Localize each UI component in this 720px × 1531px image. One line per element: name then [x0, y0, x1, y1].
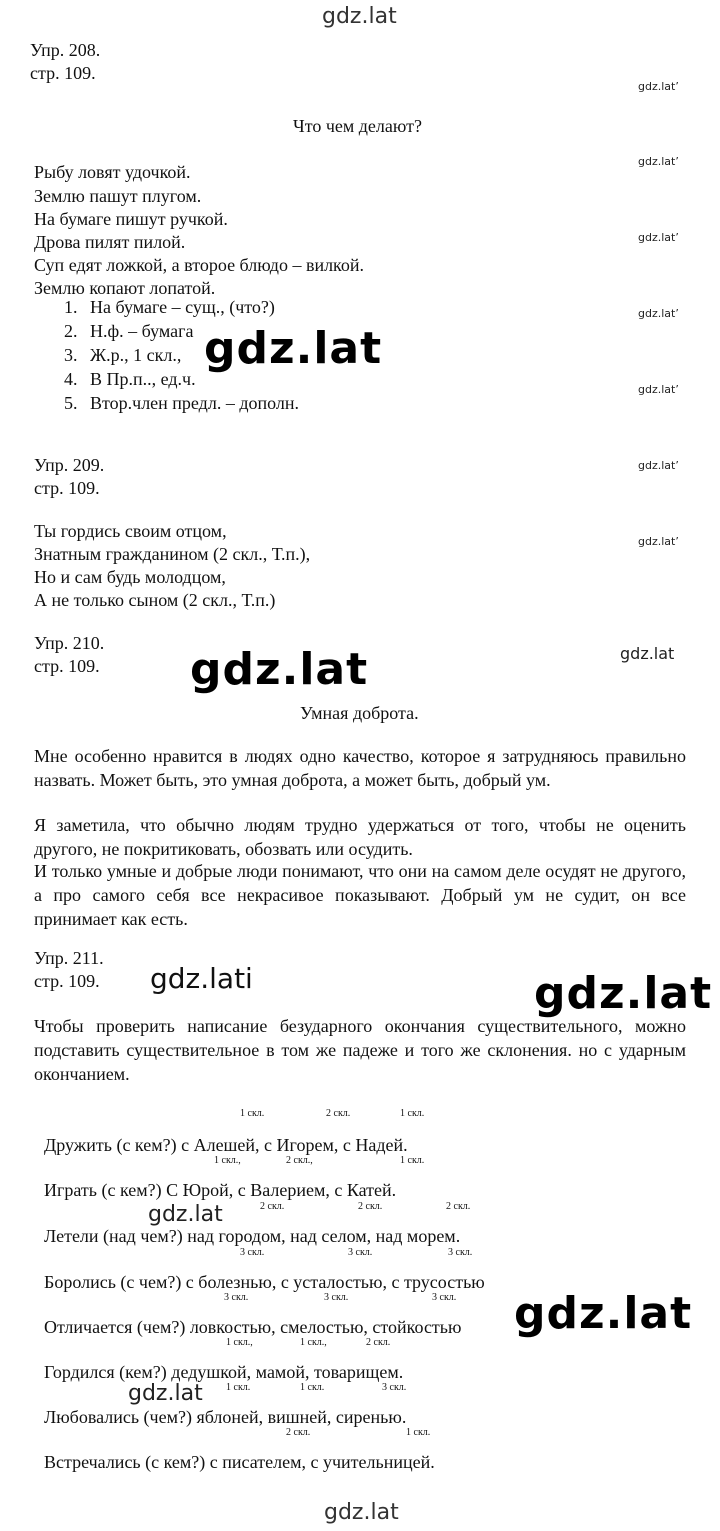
- watermark-small: gdz.lat’: [638, 383, 679, 396]
- case-mark: 1 скл.: [240, 1108, 265, 1119]
- case-mark: 1 скл.,: [226, 1337, 253, 1348]
- ex208-line: Суп едят ложкой, а второе блюдо – вилкой.: [34, 255, 365, 275]
- watermark-medium: gdz.lat: [128, 1381, 203, 1406]
- watermark-small: gdz.lat’: [638, 459, 679, 472]
- watermark-small: gdz.lat’: [638, 155, 679, 168]
- watermark-medium: gdz.lat: [148, 1202, 223, 1227]
- analysis-item: 2. Н.ф. – бумага: [64, 321, 194, 341]
- analysis-item: 5. Втор.член предл. – дополн.: [64, 393, 299, 413]
- ex209-line: А не только сыном (2 скл., Т.п.): [34, 590, 276, 610]
- case-mark: 1 скл.: [400, 1108, 425, 1119]
- ex208-line: Землю копают лопатой.: [34, 278, 216, 298]
- exercise-208-page: стр. 109.: [30, 63, 96, 83]
- case-mark: 1 скл.: [300, 1382, 325, 1393]
- analysis-item: 3. Ж.р., 1 скл.,: [64, 345, 182, 365]
- ex208-line: На бумаге пишут ручкой.: [34, 209, 228, 229]
- ex211-sentence: Любовались (чем?) яблоней, вишней, сиренью.: [44, 1407, 407, 1427]
- case-mark: 3 скл.: [382, 1382, 407, 1393]
- watermark-mid: gdz.lat: [620, 644, 675, 663]
- watermark-top: gdz.lat: [322, 4, 397, 29]
- case-mark: 3 скл.: [324, 1292, 349, 1303]
- exercise-210-heading: Умная доброта.: [300, 703, 419, 723]
- watermark-big: gdz.lat: [534, 968, 713, 1019]
- ex208-line: Рыбу ловят удочкой.: [34, 162, 191, 182]
- ex211-intro: Чтобы проверить написание безударного окончания существительного, можно подставить существительное в том же падеже и того же склонения. но с ударным окончанием.: [34, 1016, 686, 1084]
- case-mark: 1 скл.,: [214, 1155, 241, 1166]
- case-mark: 2 скл.,: [286, 1155, 313, 1166]
- watermark-big: gdz.lat: [190, 644, 369, 695]
- watermark-small: gdz.lat’: [638, 80, 679, 93]
- exercise-211-page: стр. 109.: [34, 971, 100, 991]
- case-mark: 3 скл.: [348, 1247, 373, 1258]
- exercise-209-page: стр. 109.: [34, 478, 100, 498]
- ex211-sentence: Отличается (чем?) ловкостью, смелостью, стойкостью: [44, 1317, 462, 1337]
- ex211-sentence: Боролись (с чем?) с болезнью, с усталостью, с трусостью: [44, 1272, 485, 1292]
- case-mark: 2 скл.: [286, 1427, 311, 1438]
- ex210-paragraph: Я заметила, что обычно людям трудно удержаться от того, чтобы не оценить другого, не покритиковать, обозвать или осудить.: [34, 815, 686, 859]
- watermark-medium: gdz.lati: [150, 962, 253, 995]
- ex211-sentence: Встречались (с кем?) с писателем, с учительницей.: [44, 1452, 435, 1472]
- exercise-209-title: Упр. 209.: [34, 455, 105, 475]
- analysis-item: 1. На бумаге – сущ., (что?): [64, 297, 275, 317]
- ex209-line: Ты гордись своим отцом,: [34, 521, 227, 541]
- exercise-208-heading: Что чем делают?: [293, 116, 422, 136]
- watermark-small: gdz.lat’: [638, 535, 679, 548]
- ex208-line: Землю пашут плугом.: [34, 186, 202, 206]
- ex210-paragraph: Мне особенно нравится в людях одно качество, которое я затрудняюсь правильно назвать. Может быть, это умная доброта, а может быть, добрый ум.: [34, 746, 686, 790]
- case-mark: 3 скл.: [240, 1247, 265, 1258]
- ex208-line: Дрова пилят пилой.: [34, 232, 186, 252]
- case-mark: 2 скл.: [260, 1201, 285, 1212]
- case-mark: 1 скл.: [406, 1427, 431, 1438]
- case-mark: 1 скл.: [400, 1155, 425, 1166]
- ex210-paragraph: И только умные и добрые люди понимают, что они на самом деле осудят не другого, а про самого себя все некрасивое показывают. Добрый ум не судит, он все принимает как есть.: [34, 861, 686, 929]
- case-mark: 2 скл.: [326, 1108, 351, 1119]
- case-mark: 3 скл.: [224, 1292, 249, 1303]
- watermark-small: gdz.lat’: [638, 307, 679, 320]
- ex209-line: Знатным гражданином (2 скл., Т.п.),: [34, 544, 311, 564]
- case-mark: 3 скл.: [432, 1292, 457, 1303]
- ex211-sentence: Летели (над чем?) над городом, над селом, над морем.: [44, 1226, 461, 1246]
- exercise-210-page: стр. 109.: [34, 656, 100, 676]
- case-mark: 2 скл.: [446, 1201, 471, 1212]
- ex211-sentence: Играть (с кем?) С Юрой, с Валерием, с Катей.: [44, 1180, 397, 1200]
- exercise-208-title: Упр. 208.: [30, 40, 101, 60]
- ex211-sentence: Дружить (с кем?) с Алешей, с Игорем, с Надей.: [44, 1135, 408, 1155]
- watermark-small: gdz.lat’: [638, 231, 679, 244]
- watermark-bottom: gdz.lat: [324, 1500, 399, 1525]
- case-mark: 1 скл.,: [300, 1337, 327, 1348]
- case-mark: 1 скл.: [226, 1382, 251, 1393]
- watermark-big: gdz.lat: [514, 1288, 693, 1339]
- ex211-sentence: Гордился (кем?) дедушкой, мамой, товарищем.: [44, 1362, 404, 1382]
- case-mark: 2 скл.: [366, 1337, 391, 1348]
- case-mark: 2 скл.: [358, 1201, 383, 1212]
- watermark-big: gdz.lat: [204, 323, 383, 374]
- case-mark: 3 скл.: [448, 1247, 473, 1258]
- ex209-line: Но и сам будь молодцом,: [34, 567, 226, 587]
- exercise-210-title: Упр. 210.: [34, 633, 105, 653]
- analysis-item: 4. В Пр.п.., ед.ч.: [64, 369, 196, 389]
- exercise-211-title: Упр. 211.: [34, 948, 104, 968]
